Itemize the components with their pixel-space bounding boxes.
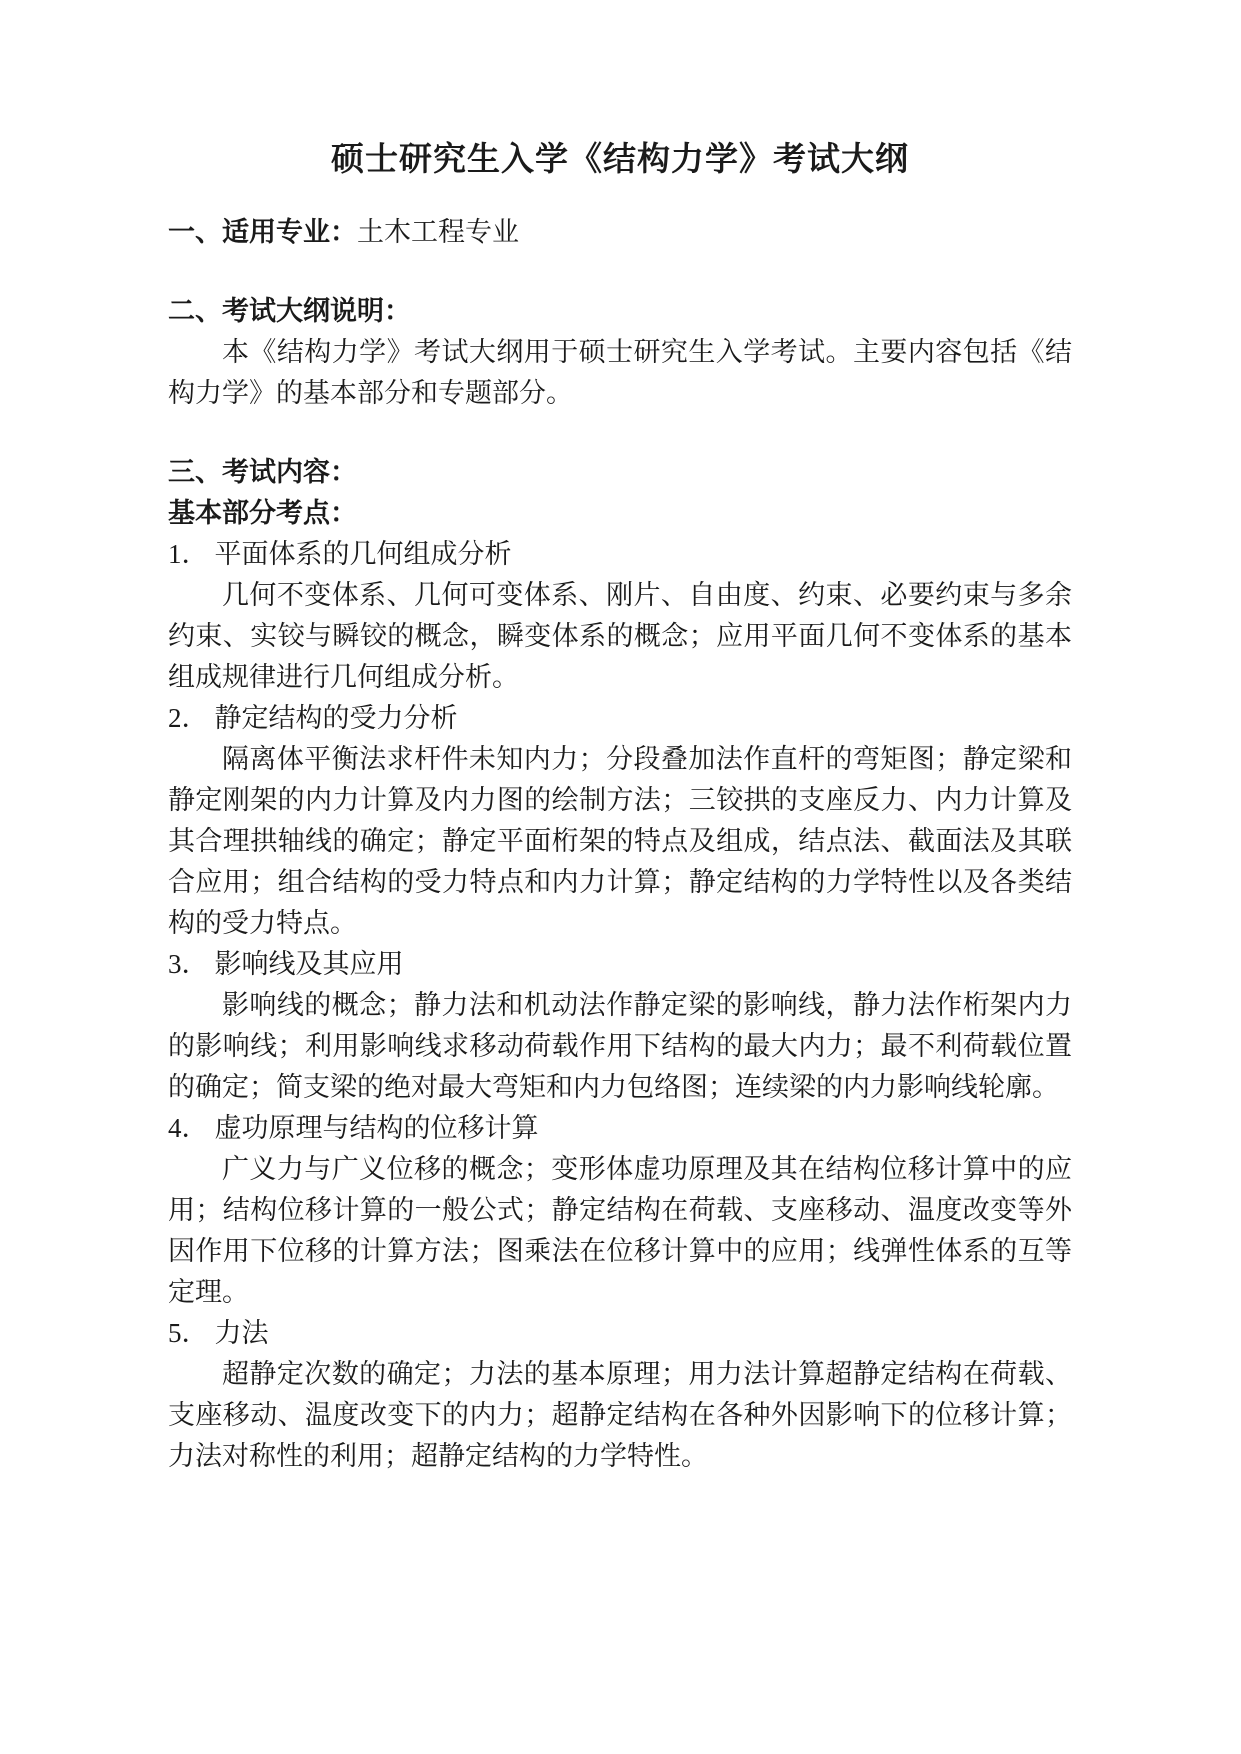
- applicable-major-value: 土木工程专业: [357, 217, 519, 247]
- topic-5-title: 力法: [214, 1318, 269, 1348]
- topic-3: [168, 944, 1072, 1108]
- topic-2-number: 2．: [168, 703, 209, 733]
- topic-1-number: 1．: [168, 539, 209, 569]
- applicable-major-label: 一、适用专业：: [168, 217, 357, 247]
- topic-5-heading: [168, 1313, 1072, 1354]
- topic-3-title: 影响线及其应用: [214, 949, 404, 979]
- topic-3-number: 3．: [168, 949, 209, 979]
- topic-2-heading: [168, 698, 1072, 739]
- topic-1: [168, 534, 1072, 698]
- syllabus-note-heading: 二、考试大纲说明：: [168, 296, 411, 326]
- topic-5-body: 超静定次数的确定；力法的基本原理；用力法计算超静定结构在荷载、支座移动、温度改变下的内力；超静定结构在各种外因影响下的位移计算；力法对称性的利用；超静定结构的力学特性。: [168, 1359, 1072, 1471]
- exam-content-heading: 三、考试内容：: [168, 457, 357, 487]
- topic-4-title: 虚功原理与结构的位移计算: [214, 1113, 539, 1143]
- topic-4-number: 4．: [168, 1113, 209, 1143]
- topic-2-title: 静定结构的受力分析: [214, 703, 458, 733]
- topic-1-heading: [168, 534, 1072, 575]
- topic-3-heading: [168, 944, 1072, 985]
- page-title: 硕士研究生入学《结构力学》考试大纲: [331, 142, 909, 178]
- section-applicable-major: [168, 212, 1072, 253]
- basic-points-subheading: 基本部分考点：: [168, 498, 357, 528]
- topic-2-body: 隔离体平衡法求杆件未知内力；分段叠加法作直杆的弯矩图；静定梁和静定刚架的内力计算及内力图的绘制方法；三铰拱的支座反力、内力计算及其合理拱轴线的确定；静定平面桁架的特点及组成，结点法、截面法及其联合应用；组合结构的受力特点和内力计算；静定结构的力学特性以及各类结构的受力特点。: [168, 744, 1072, 938]
- topic-4-heading: [168, 1108, 1072, 1149]
- syllabus-note-paragraph: 本《结构力学》考试大纲用于硕士研究生入学考试。主要内容包括《结构力学》的基本部分和专题部分。: [168, 337, 1072, 408]
- topic-5: [168, 1313, 1072, 1477]
- topic-4: [168, 1108, 1072, 1313]
- topic-1-body: 几何不变体系、几何可变体系、刚片、自由度、约束、必要约束与多余约束、实铰与瞬铰的概念，瞬变体系的概念；应用平面几何不变体系的基本组成规律进行几何组成分析。: [168, 580, 1072, 692]
- topic-2: [168, 698, 1072, 944]
- topic-3-body: 影响线的概念；静力法和机动法作静定梁的影响线，静力法作桁架内力的影响线；利用影响线求移动荷载作用下结构的最大内力；最不利荷载位置的确定；简支梁的绝对最大弯矩和内力包络图；连续梁的内力影响线轮廓。: [168, 990, 1072, 1102]
- topic-5-number: 5．: [168, 1318, 209, 1348]
- topic-4-body: 广义力与广义位移的概念；变形体虚功原理及其在结构位移计算中的应用；结构位移计算的一般公式；静定结构在荷载、支座移动、温度改变等外因作用下位移的计算方法；图乘法在位移计算中的应用；线弹性体系的互等定理。: [168, 1154, 1072, 1307]
- topic-1-title: 平面体系的几何组成分析: [214, 539, 512, 569]
